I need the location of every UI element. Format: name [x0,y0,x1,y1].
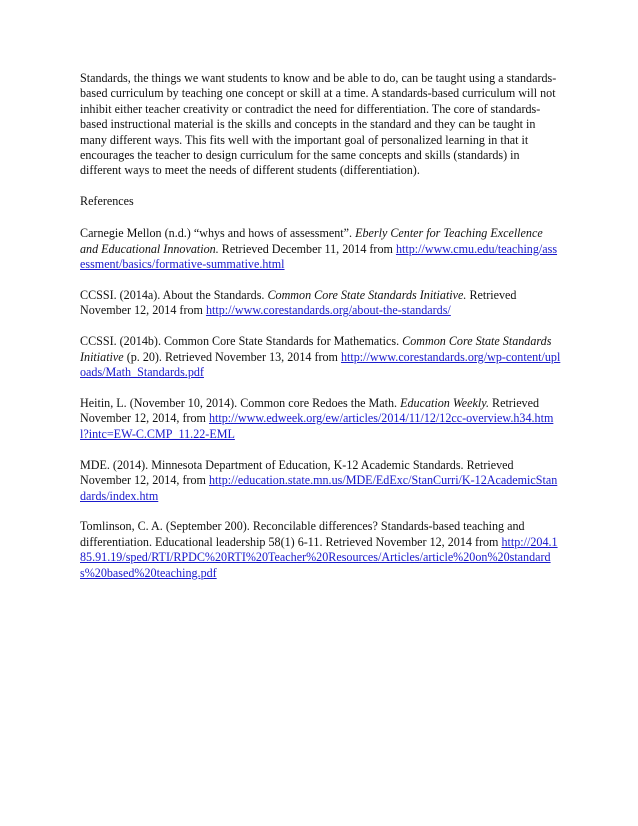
reference-text: Heitin, L. (November 10, 2014). Common core Redoes the Math. [80,396,401,410]
reference-link[interactable]: http://www.corestandards.org/about-the-standards/ [205,303,451,318]
reference-item [80,458,562,504]
reference-source-title: Common Core State Standards Initiative [80,334,552,364]
document-body [80,71,562,597]
reference-text: Tomlinson, C. A. (September 200). Reconcilable differences? Standards-based teaching and differentiation. Educational leadership 58(1) 6-11. Retrieved November 12, 2014 from [80,519,525,549]
reference-text: Retrieved December 11, 2014 from [218,241,396,256]
reference-link[interactable]: http://www.edweek.org/ew/articles/2014/11/12/12cc-overview.h34.html?intc=EW-C.CMP_11.22-EML [80,411,554,441]
reference-source-title: Common Core State Standards Initiative. [267,287,467,302]
reference-source-title: Eberly Center for Teaching Excellence and Educational Innovation. [80,226,543,256]
body-paragraph: Standards, the things we want students to know and be able to do, can be taught using a standards-based curriculum by teaching one concept or skill at a time. A standards-based curriculum will not inhibit either teacher creativity or contradict the need for differentiation. The core of standards-based instructional material is the skills and concepts in the standard and they can be taught in many different ways. This fits well with the important goal of personalized learning in that it encourages the teacher to design curriculum for the same concepts and skills (standards) in different ways to meet the needs of different students (differentiation). [80,71,557,178]
reference-text: Retrieved November 12, 2014 from [80,287,517,318]
reference-link[interactable]: http://education.state.mn.us/MDE/EdExc/StanCurri/K-12AcademicStandards/index.htm [80,473,558,503]
references-list [80,226,562,581]
references-heading: References [80,193,134,208]
reference-link[interactable]: http://www.corestandards.org/wp-content/uploads/Math_Standards.pdf [80,349,561,380]
reference-text: Carnegie Mellon (n.d.) “whys and hows of assessment”. [80,226,356,241]
reference-link[interactable]: http://204.185.91.19/sped/RTI/RPDC%20RTI%20Teacher%20Resources/Articles/article%20on%20standards%20based%20teaching.pdf [80,534,558,580]
reference-item [80,396,562,442]
reference-item [80,226,562,272]
reference-text: CCSSI. (2014a). About the Standards. [80,287,268,302]
reference-text: Retrieved November 12, 2014, from [80,396,540,426]
reference-text: CCSSI. (2014b). Common Core State Standards for Mathematics. [80,334,403,349]
reference-text: MDE. (2014). Minnesota Department of Education, K-12 Academic Standards. Retrieved November 12, 2014, from [80,457,514,488]
reference-link[interactable]: http://www.cmu.edu/teaching/assessment/basics/formative-summative.html [80,241,558,272]
reference-item [80,519,562,581]
reference-source-title: Education Weekly. [400,396,489,410]
reference-item [80,288,562,319]
reference-text: (p. 20). Retrieved November 13, 2014 from [123,349,341,364]
reference-item [80,334,562,380]
